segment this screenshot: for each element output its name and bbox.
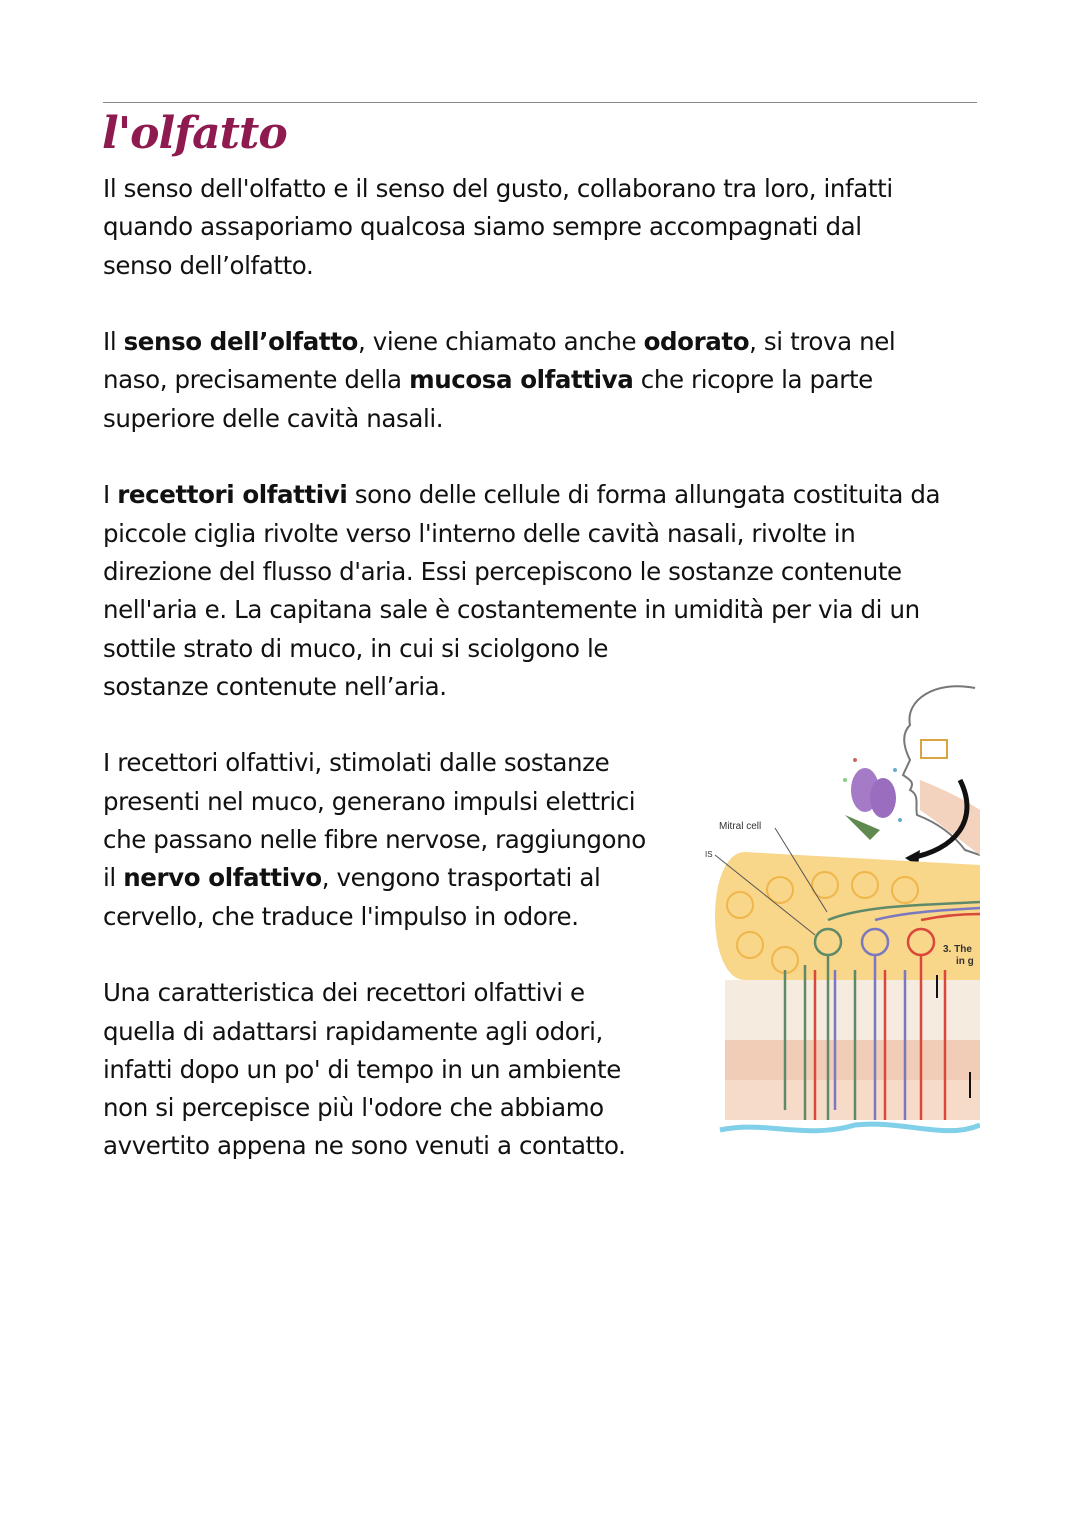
text-line (103, 208, 983, 246)
text-line (103, 361, 983, 399)
text-line (103, 591, 983, 629)
text-segment: direzione del flusso d'aria. Essi percepiscono le sostanze contenute (103, 556, 902, 586)
bold-term: mucosa olfattiva (409, 365, 634, 395)
text-segment: piccole ciglia rivolte verso l'interno delle cavità nasali, rivolte in (103, 518, 856, 548)
text-segment: avvertito appena ne sono venuti a contatto. (103, 1131, 626, 1161)
text-segment: che passano nelle fibre nervose, raggiungono (103, 825, 646, 855)
text-line (103, 170, 983, 208)
label-step-3-cont: in g (956, 956, 974, 967)
text-segment: non si percepisce più l'odore che abbiamo (103, 1093, 604, 1123)
bold-term: odorato (643, 327, 750, 357)
bold-term: nervo olfattivo (123, 863, 322, 893)
page-title: l'olfatto (102, 108, 287, 159)
text-line (103, 630, 983, 668)
bold-term: senso dell’olfatto (123, 327, 358, 357)
label-step-3: 3. The (943, 944, 972, 955)
text-segment: cervello, che traduce l'impulso in odore. (103, 901, 579, 931)
text-line (103, 515, 983, 553)
text-line (103, 323, 983, 361)
lilac-flower-icon (843, 758, 902, 840)
text-segment: senso dell’olfatto. (103, 250, 314, 280)
header-divider (103, 102, 977, 103)
text-segment: infatti dopo un po' di tempo in un ambiente (103, 1054, 621, 1084)
text-segment: naso, precisamente della (103, 365, 410, 395)
paragraph (103, 170, 983, 285)
text-segment: I recettori olfattivi, stimolati dalle sostanze (103, 748, 610, 778)
text-segment: , si trova nel (749, 327, 896, 357)
text-segment: presenti nel muco, generano impulsi elettrici (103, 786, 636, 816)
text-segment: superiore delle cavità nasali. (103, 403, 444, 433)
text-segment: Il (103, 327, 124, 357)
text-line (103, 553, 983, 591)
text-segment: , viene chiamato anche (357, 327, 644, 357)
paragraph (103, 323, 983, 438)
text-segment: , vengono trasportati al (321, 863, 601, 893)
text-segment: I (103, 480, 118, 510)
text-segment: sono delle cellule di forma allungata costituita da (347, 480, 941, 510)
text-line (103, 247, 983, 285)
text-segment: quella di adattarsi rapidamente agli odori, (103, 1016, 603, 1046)
text-segment: quando assaporiamo qualcosa siamo sempre accompagnati dal (103, 212, 862, 242)
text-segment: che ricopre la parte (633, 365, 873, 395)
text-segment: Una caratteristica dei recettori olfattivi e (103, 978, 585, 1008)
paragraph (103, 476, 983, 706)
label-partial-is: IS (705, 850, 713, 859)
olfactory-system-illustration (705, 680, 980, 1160)
label-mitral-cell: Mitral cell (719, 821, 762, 832)
text-segment: il (103, 863, 124, 893)
text-line (103, 400, 983, 438)
text-segment: sottile strato di muco, in cui si sciolgono le (103, 633, 609, 663)
text-line (103, 476, 983, 514)
text-segment: sostanze contenute nell’aria. (103, 671, 447, 701)
text-segment: nell'aria e. La capitana sale è costantemente in umidità per via di un (103, 595, 920, 625)
text-segment: Il senso dell'olfatto e il senso del gusto, collaborano tra loro, infatti (103, 174, 893, 203)
bold-term: recettori olfattivi (117, 480, 348, 510)
